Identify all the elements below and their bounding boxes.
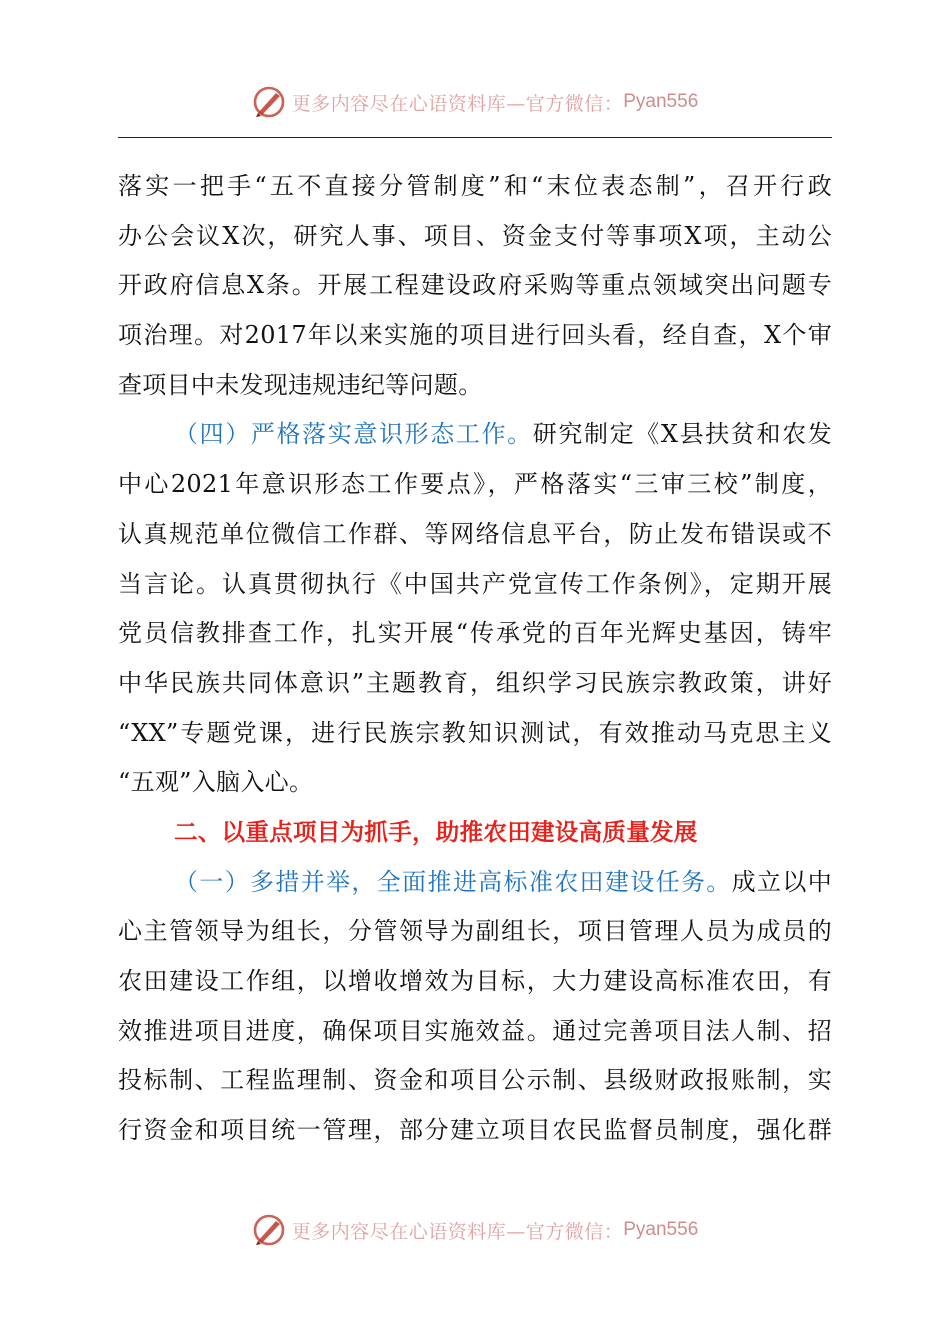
document-body [118, 162, 832, 1156]
watermark-handle: Pyan556 [623, 1219, 699, 1240]
watermark-text: 更多内容尽在心语资料库—官方微信： [291, 92, 624, 115]
subsection-heading: （四）严格落实意识形态工作。 [174, 420, 533, 449]
pen-circle-logo-icon [252, 85, 286, 119]
subsection-line: （一）多措并举，全面推进高标准农田建设任务。成立以中 [174, 867, 832, 896]
text-line: 党员信教排查工作，扎实开展“传承党的百年光辉史基因，铸牢 [118, 619, 832, 648]
watermark-handle: Pyan556 [623, 91, 699, 112]
section-heading: 二、以重点项目为抓手，助推农田建设高质量发展 [174, 817, 698, 846]
text-line: 办公会议X次，研究人事、项目、资金支付等事项X项，主动公 [118, 221, 832, 250]
text-line: 行资金和项目统一管理，部分建立项目农民监督员制度，强化群 [118, 1116, 832, 1145]
text-line: “XX”专题党课，进行民族宗教知识测试，有效推动马克思主义 [118, 718, 832, 747]
text-line: 中心2021年意识形态工作要点》，严格落实“三审三校”制度， [118, 470, 832, 499]
text-line: 查项目中未发现违规违纪等问题。 [118, 370, 483, 399]
text-line: 投标制、工程监理制、资金和项目公示制、县级财政报账制，实 [118, 1066, 832, 1095]
text-line: 当言论。认真贯彻执行《中国共产党宣传工作条例》，定期开展 [118, 569, 832, 598]
text-line: 项治理。对2017年以来实施的项目进行回头看，经自查，X个审 [118, 321, 832, 350]
footer-watermark [0, 1208, 950, 1252]
text-line: 农田建设工作组，以增收增效为目标，大力建设高标准农田，有 [118, 967, 832, 995]
text-line: 心主管领导为组长，分管领导为副组长，项目管理人员为成员的 [118, 917, 832, 946]
text-line: 中华民族共同体意识”主题教育，组织学习民族宗教政策，讲好 [118, 668, 832, 697]
subsection-heading: （一）多措并举，全面推进高标准农田建设任务。 [174, 867, 732, 896]
watermark-text: 更多内容尽在心语资料库—官方微信： [291, 1220, 624, 1243]
text-line: “五观”入脑入心。 [118, 768, 314, 797]
header-divider [118, 137, 832, 138]
text-line: 落实一把手“五不直接分管制度”和“末位表态制”，召开行政 [118, 172, 832, 200]
text-line: 认真规范单位微信工作群、等网络信息平台，防止发布错误或不 [118, 519, 832, 548]
header-watermark [0, 80, 950, 124]
subsection-line: （四）严格落实意识形态工作。研究制定《X县扶贫和农发 [174, 420, 832, 449]
text-line: 开政府信息X条。开展工程建设政府采购等重点领域突出问题专 [118, 271, 832, 300]
pen-circle-logo-icon [252, 1213, 286, 1247]
text-line: 效推进项目进度，确保项目实施效益。通过完善项目法人制、招 [118, 1016, 832, 1045]
